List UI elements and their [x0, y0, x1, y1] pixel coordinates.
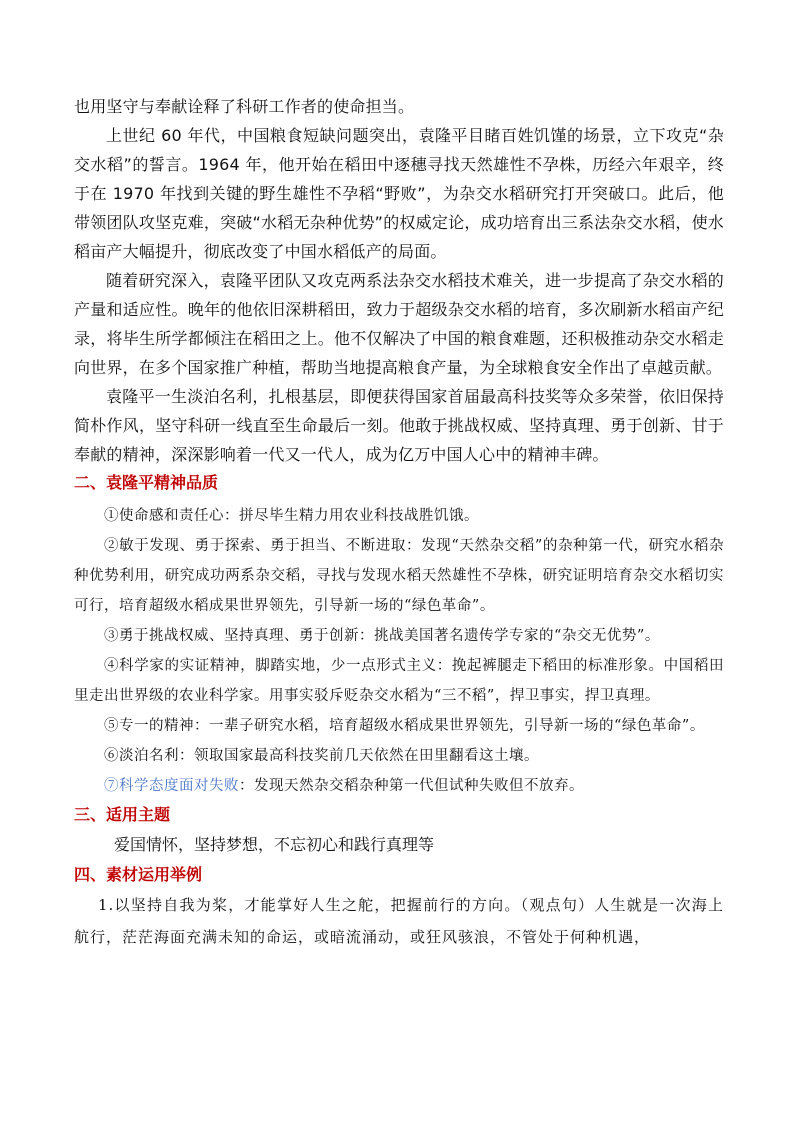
- spirit-item-title: ⑤专一的精神: [104, 718, 194, 734]
- spirit-item-text: ：拼尽毕生精力用农业科技战胜饥饿。: [224, 508, 479, 524]
- spirit-item: [74, 651, 724, 711]
- example-paragraph: 1.以坚持自我为桨，才能掌好人生之舵，把握前行的方向。（观点句）人生就是一次海上航行，茫茫海面充满未知的命运，或暗流涌动，或狂风骇浪，不管处于何种机遇，: [74, 896, 724, 946]
- spirit-item-text: ：发现天然杂交稻杂种第一代但试种失败但不放弃。: [239, 778, 584, 794]
- spirit-item: [74, 771, 724, 801]
- spirit-item: [74, 531, 724, 621]
- spirit-item-text: ：领取国家最高科技奖前几天依然在田里翻看这土壤。: [179, 748, 539, 764]
- spirit-item-text: ：发现“天然杂交稻”的杂种第一代，研究水稻杂种优势利用，研究成功两系杂交稻，寻找与发现水稻天然雄性不孕株，研究证明培育杂交水稻切实可行，培育超级水稻成果世界领先，引导新一场的“绿色革命”。: [74, 538, 725, 614]
- spirit-item-title-highlighted: ⑦科学态度面对失败: [104, 778, 239, 794]
- body-paragraph: 随着研究深入，袁隆平团队又攻克两系法杂交水稻技术难关，进一步提高了杂交水稻的产量和适应性。晚年的他依旧深耕稻田，致力于超级杂交水稻的培育，多次刷新水稻亩产纪录，将毕生所学都倾注在稻田之上。他不仅解决了中国的粮食难题，还积极推动杂交水稻走向世界，在多个国家推广种植，帮助当地提高粮食产量，为全球粮食安全作出了卓越贡献。: [74, 271, 724, 377]
- spirit-item: [74, 501, 724, 531]
- spirit-item-title: ⑥淡泊名利: [104, 748, 179, 764]
- body-paragraph: 也用坚守与奉献诠释了科研工作者的使命担当。: [74, 97, 415, 116]
- section-heading-spirit: 二、袁隆平精神品质: [74, 473, 219, 492]
- body-paragraph: 上世纪 60 年代，中国粮食短缺问题突出，袁隆平目睹百姓饥馑的场景，立下攻克“杂交水稻”的誓言。1964 年，他开始在稻田中逐穗寻找天然雄性不孕株，历经六年艰辛，终于在 1970 年找到关键的野生雄性不孕稻“野败”，为杂交水稻研究打开突破口。此后，他带领团队攻坚克难，突破“水稻无杂种优势”的权威定论，成功培育出三系法杂交水稻，使水稻亩产大幅提升，彻底改变了中国水稻低产的局面。: [74, 126, 724, 261]
- spirit-item: [74, 741, 724, 771]
- spirit-item-text: ：一辈子研究水稻，培育超级水稻成果世界领先，引导新一场的“绿色革命”。: [194, 718, 705, 734]
- spirit-item: [74, 621, 724, 651]
- spirit-item-text: ：挑战美国著名遗传学专家的“杂交无优势”。: [359, 628, 660, 644]
- body-paragraph: 袁隆平一生淡泊名利，扎根基层，即便获得国家首届最高科技奖等众多荣誉，依旧保持简朴作风，坚守科研一线直至生命最后一刻。他敢于挑战权威、坚持真理、勇于创新、甘于奉献的精神，深深影响着一代又一代人，成为亿万中国人心中的精神丰碑。: [74, 387, 724, 464]
- section-heading-themes: 三、适用主题: [74, 805, 171, 824]
- spirit-item-title: ③勇于挑战权威、坚持真理、勇于创新: [104, 628, 359, 644]
- spirit-item-text: ：挽起裤腿走下稻田的标准形象。中国稻田里走出世界级的农业科学家。用事实驳斥贬杂交水稻为“三不稻”，捍卫事实，捍卫真理。: [74, 658, 724, 704]
- document-page: [74, 92, 724, 953]
- spirit-item-title: ④科学家的实证精神，脚踏实地，少一点形式主义: [104, 658, 437, 674]
- spirit-item: [74, 711, 724, 741]
- themes-text: 爱国情怀，坚持梦想，不忘初心和践行真理等: [114, 835, 435, 854]
- section-heading-examples: 四、素材运用举例: [74, 865, 203, 884]
- spirit-item-title: ②敏于发现、勇于探索、勇于担当、不断进取: [104, 538, 407, 554]
- spirit-item-title: ①使命感和责任心: [104, 508, 224, 524]
